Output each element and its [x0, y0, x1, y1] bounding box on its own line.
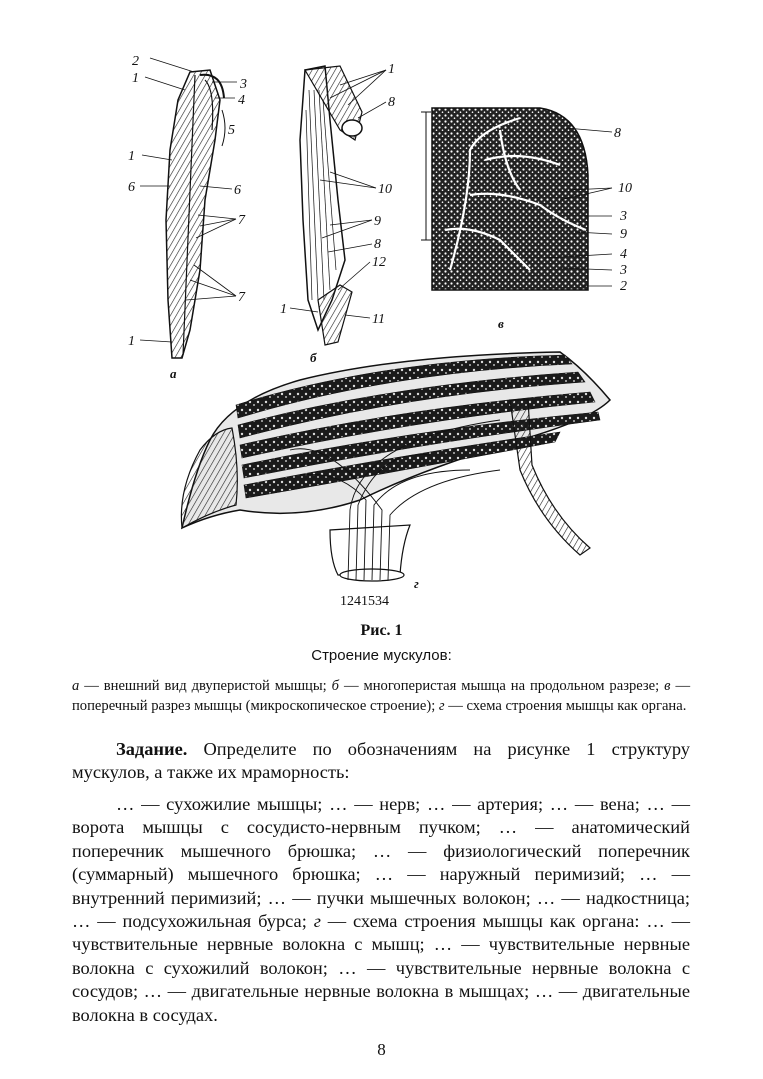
panel-g-sublabel: г [414, 576, 419, 591]
label-a-10: 1 [128, 334, 135, 349]
panel-g-muscle-organ-scheme [181, 352, 610, 581]
label-b-6: 1 [280, 302, 287, 317]
figure-caption-subtitle: Строение мускулов: [311, 647, 452, 664]
panel-a-bipennate-muscle [140, 58, 237, 358]
label-a-9: 7 [238, 290, 245, 305]
label-v-6: 2 [620, 279, 627, 294]
label-b-3: 9 [374, 214, 381, 229]
figure-caption-title: Рис. 1 [360, 622, 403, 639]
legend-v-key: в [664, 678, 671, 694]
panel-b-multipennate-muscle [290, 66, 386, 345]
answer-paragraph [72, 793, 690, 1027]
label-v-1: 10 [618, 181, 632, 196]
label-v-5: 3 [620, 263, 627, 278]
task-text: Определите по обозначениям на рисунке 1 структуру мускулов, а также их мраморность: [72, 739, 690, 783]
answer-g-key: г [313, 911, 321, 932]
task-label: Задание. [116, 739, 188, 759]
label-a-2: 3 [240, 77, 247, 92]
panel-a-sublabel: а [170, 366, 177, 381]
panel-b-sublabel: б [310, 350, 317, 365]
legend-g-text: — схема строения мышцы как органа. [448, 698, 687, 714]
label-a-4: 5 [228, 123, 235, 138]
answer-part1: … — сухожилие мышцы; … — нерв; … — артерия; … — вена; … — ворота мышцы с сосудисто-нервным пучком; … — анатомический поперечник мышечного брюшка; … — физиологический поперечник (суммарный) мышечного брюшка; … — наружный перимизий; … — внутренний перимизий; … — пучки мышечных волокон; … — надкостница; … — подсухожильная бурса; [72, 794, 690, 932]
label-a-3: 4 [238, 93, 245, 108]
legend-a-text: — внешний вид двуперистой мышцы; [84, 678, 327, 694]
legend-v-text: — поперечный разрез мышцы (микроскопическое строение); [72, 678, 691, 714]
label-v-3: 9 [620, 227, 627, 242]
label-v-0: 8 [614, 126, 621, 141]
panel-v-cross-section [421, 108, 612, 290]
label-b-5: 12 [372, 255, 386, 270]
page-number: 8 [377, 1040, 386, 1059]
task-paragraph [72, 738, 690, 785]
label-a-5: 1 [128, 149, 135, 164]
legend-b-text: — многоперистая мышца на продольном разрезе; [343, 678, 660, 694]
label-a-7: 6 [234, 183, 241, 198]
label-b-2: 10 [378, 182, 392, 197]
legend-g-key: г [438, 698, 445, 714]
legend-b-key: б [331, 678, 340, 694]
figure-legend [72, 676, 690, 716]
label-b-1: 8 [388, 95, 395, 110]
label-a-8: 7 [238, 213, 245, 228]
label-v-4: 4 [620, 247, 627, 262]
answer-part2: — схема строения мышцы как органа: … — чувствительные нервные волокна с мышц; … — чувствительные нервные волокна с сухожилий волокон; … — чувствительные нервные волокна с сосудов; … — двигательные нервные волокна в мышцах; … — двигательные волокна в сосудах. [72, 911, 690, 1025]
label-b-0: 1 [388, 62, 395, 77]
panel-g-nerve-numbers: 1241534 [340, 594, 389, 609]
label-a-0: 2 [132, 54, 139, 69]
legend-a-key: а [72, 678, 80, 694]
label-v-2: 3 [620, 209, 627, 224]
panel-v-sublabel: в [498, 316, 504, 331]
label-b-7: 11 [372, 312, 385, 327]
label-a-1: 1 [132, 71, 139, 86]
label-a-6: 6 [128, 180, 135, 195]
label-b-4: 8 [374, 237, 381, 252]
